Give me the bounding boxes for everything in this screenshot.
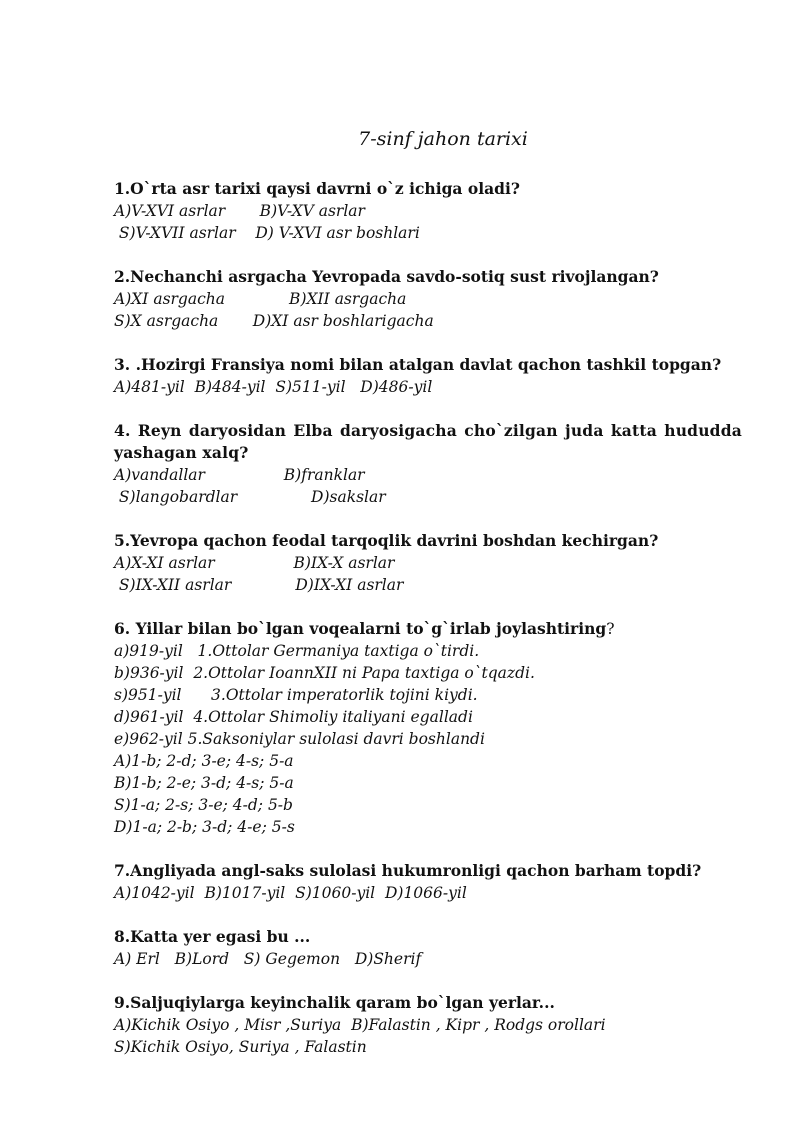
- question-text: 8.Katta yer egasi bu ...: [114, 927, 311, 946]
- question-text: 5.Yevropa qachon feodal tarqoqlik davrini boshdan kechirgan?: [114, 531, 659, 550]
- answer-line: S)IX-XII asrlar D)IX-XI asrlar: [114, 576, 404, 594]
- answer-line: A) Erl B)Lord S) Gegemon D)Sherif: [114, 950, 422, 968]
- answer-line: A)481-yil B)484-yil S)511-yil D)486-yil: [114, 378, 433, 396]
- answer-line: s)951-yil 3.Ottolar imperatorlik tojini kiydi.: [114, 686, 478, 704]
- question-text: [114, 618, 742, 640]
- question-9: [114, 992, 742, 1058]
- answer-line: S)Kichik Osiyo, Suriya , Falastin: [114, 1038, 367, 1056]
- question-1: [114, 178, 742, 244]
- answer-line: S)langobardlar D)sakslar: [114, 488, 386, 506]
- answer-line: d)961-yil 4.Ottolar Shimoliy italiyani egalladi: [114, 708, 473, 726]
- question-8: [114, 926, 742, 970]
- answer-line: A)1-b; 2-d; 3-e; 4-s; 5-a: [114, 752, 294, 770]
- answer-line: A)XI asrgacha B)XII asrgacha: [114, 290, 407, 308]
- answer-line: S)1-a; 2-s; 3-e; 4-d; 5-b: [114, 796, 293, 814]
- question-text: 7.Angliyada angl-saks sulolasi hukumronligi qachon barham topdi?: [114, 861, 702, 880]
- question-text: 4. Reyn daryosidan Elba daryosigacha cho`zilgan juda katta hududda yashagan xalq?: [114, 421, 742, 462]
- answer-line: A)X-XI asrlar B)IX-X asrlar: [114, 554, 395, 572]
- answer-line: A)vandallar B)franklar: [114, 466, 365, 484]
- answer-line: D)1-a; 2-b; 3-d; 4-e; 5-s: [114, 818, 295, 836]
- answer-line: B)1-b; 2-e; 3-d; 4-s; 5-a: [114, 774, 294, 792]
- page-title: 7-sinf jahon tarixi: [358, 128, 528, 150]
- answer-line: S)X asrgacha D)XI asr boshlarigacha: [114, 312, 434, 330]
- question-5: [114, 530, 742, 596]
- question-3: [114, 354, 742, 398]
- answer-line: e)962-yil 5.Saksoniylar sulolasi davri boshlandi: [114, 730, 485, 748]
- question-text: 1.O`rta asr tarixi qaysi davrni o`z ichiga oladi?: [114, 179, 520, 198]
- answer-line: S)V-XVII asrlar D) V-XVI asr boshlari: [114, 224, 420, 242]
- question-2: [114, 266, 742, 332]
- answer-line: a)919-yil 1.Ottolar Germaniya taxtiga o`tirdi.: [114, 642, 480, 660]
- answer-line: b)936-yil 2.Ottolar IoannXII ni Papa taxtiga o`tqazdi.: [114, 664, 535, 682]
- question-4: [114, 420, 742, 508]
- question-mark: ?: [606, 620, 615, 638]
- question-text: 3. .Hozirgi Fransiya nomi bilan atalgan davlat qachon tashkil topgan?: [114, 355, 722, 374]
- question-7: [114, 860, 742, 904]
- answer-line: A)Kichik Osiyo , Misr ,Suriya B)Falastin , Kipr , Rodgs orollari: [114, 1016, 606, 1034]
- question-text-main: 6. Yillar bilan bo`lgan voqealarni to`g`irlab joylashtiring: [114, 619, 607, 638]
- answer-line: A)1042-yil B)1017-yil S)1060-yil D)1066-yil: [114, 884, 467, 902]
- answer-line: A)V-XVI asrlar B)V-XV asrlar: [114, 202, 365, 220]
- question-text: 2.Nechanchi asrgacha Yevropada savdo-sotiq sust rivojlangan?: [114, 267, 659, 286]
- question-text: 9.Saljuqiylarga keyinchalik qaram bo`lgan yerlar...: [114, 993, 555, 1012]
- question-6: [114, 618, 742, 838]
